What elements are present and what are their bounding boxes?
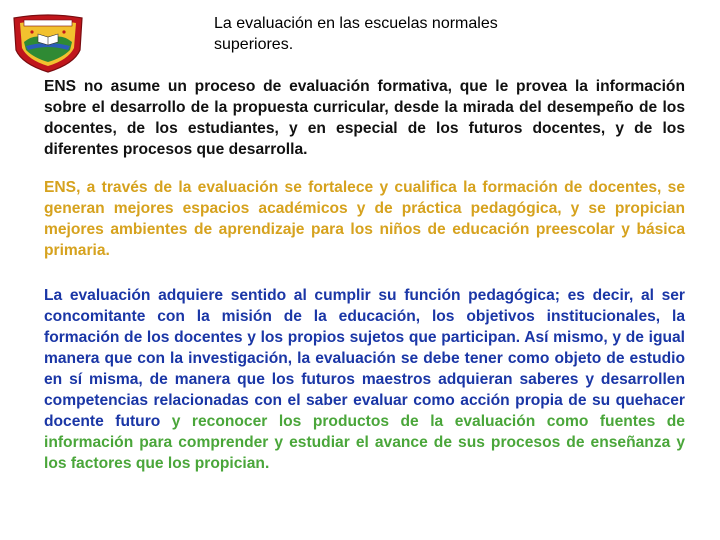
page-title [214,13,634,55]
paragraph-ens-no-asume: ENS no asume un proceso de evaluación formativa, que le provea la información sobre el desarrollo de la propuesta curricular, desde la mirada del desempeño de los docentes, de los estudiantes, y en especial de los futuros docentes, y de los diferentes procesos que desarrolla. [44,78,685,158]
school-crest-icon [10,12,86,74]
paragraph-evaluacion-sentido [44,285,685,474]
title-line-1: La evaluación en las escuelas normales [214,15,498,32]
paragraph-evaluacion-main-text: La evaluación adquiere sentido al cumplir su función pedagógica; es decir, al ser concomitante con la misión de la educación, los objetivos institucionales, la formación de los docentes y los propios sujetos que participan. Así mismo, y de igual manera que con la investigación, la evaluación se debe tener como objeto de estudio en sí misma, de manera que los futuros maestros adquieran saberes y desarrollen competencias relacionadas con el saber evaluar como acción propia de su quehacer docente futuro [44,287,685,430]
paragraph-evaluacion-highlight-text: y reconocer los productos de la evaluación como fuentes de información para comprender y estudiar el avance de sus procesos de enseñanza y los factores que los propician. [44,413,685,472]
title-line-2: superiores. [214,36,294,53]
paragraph-ens-fortalece: ENS, a través de la evaluación se fortalece y cualifica la formación de docentes, se generan mejores espacios académicos y de práctica pedagógica, y se propician mejores ambientes de aprendizaje para los niños de educación preescolar y básica primaria. [44,179,685,259]
